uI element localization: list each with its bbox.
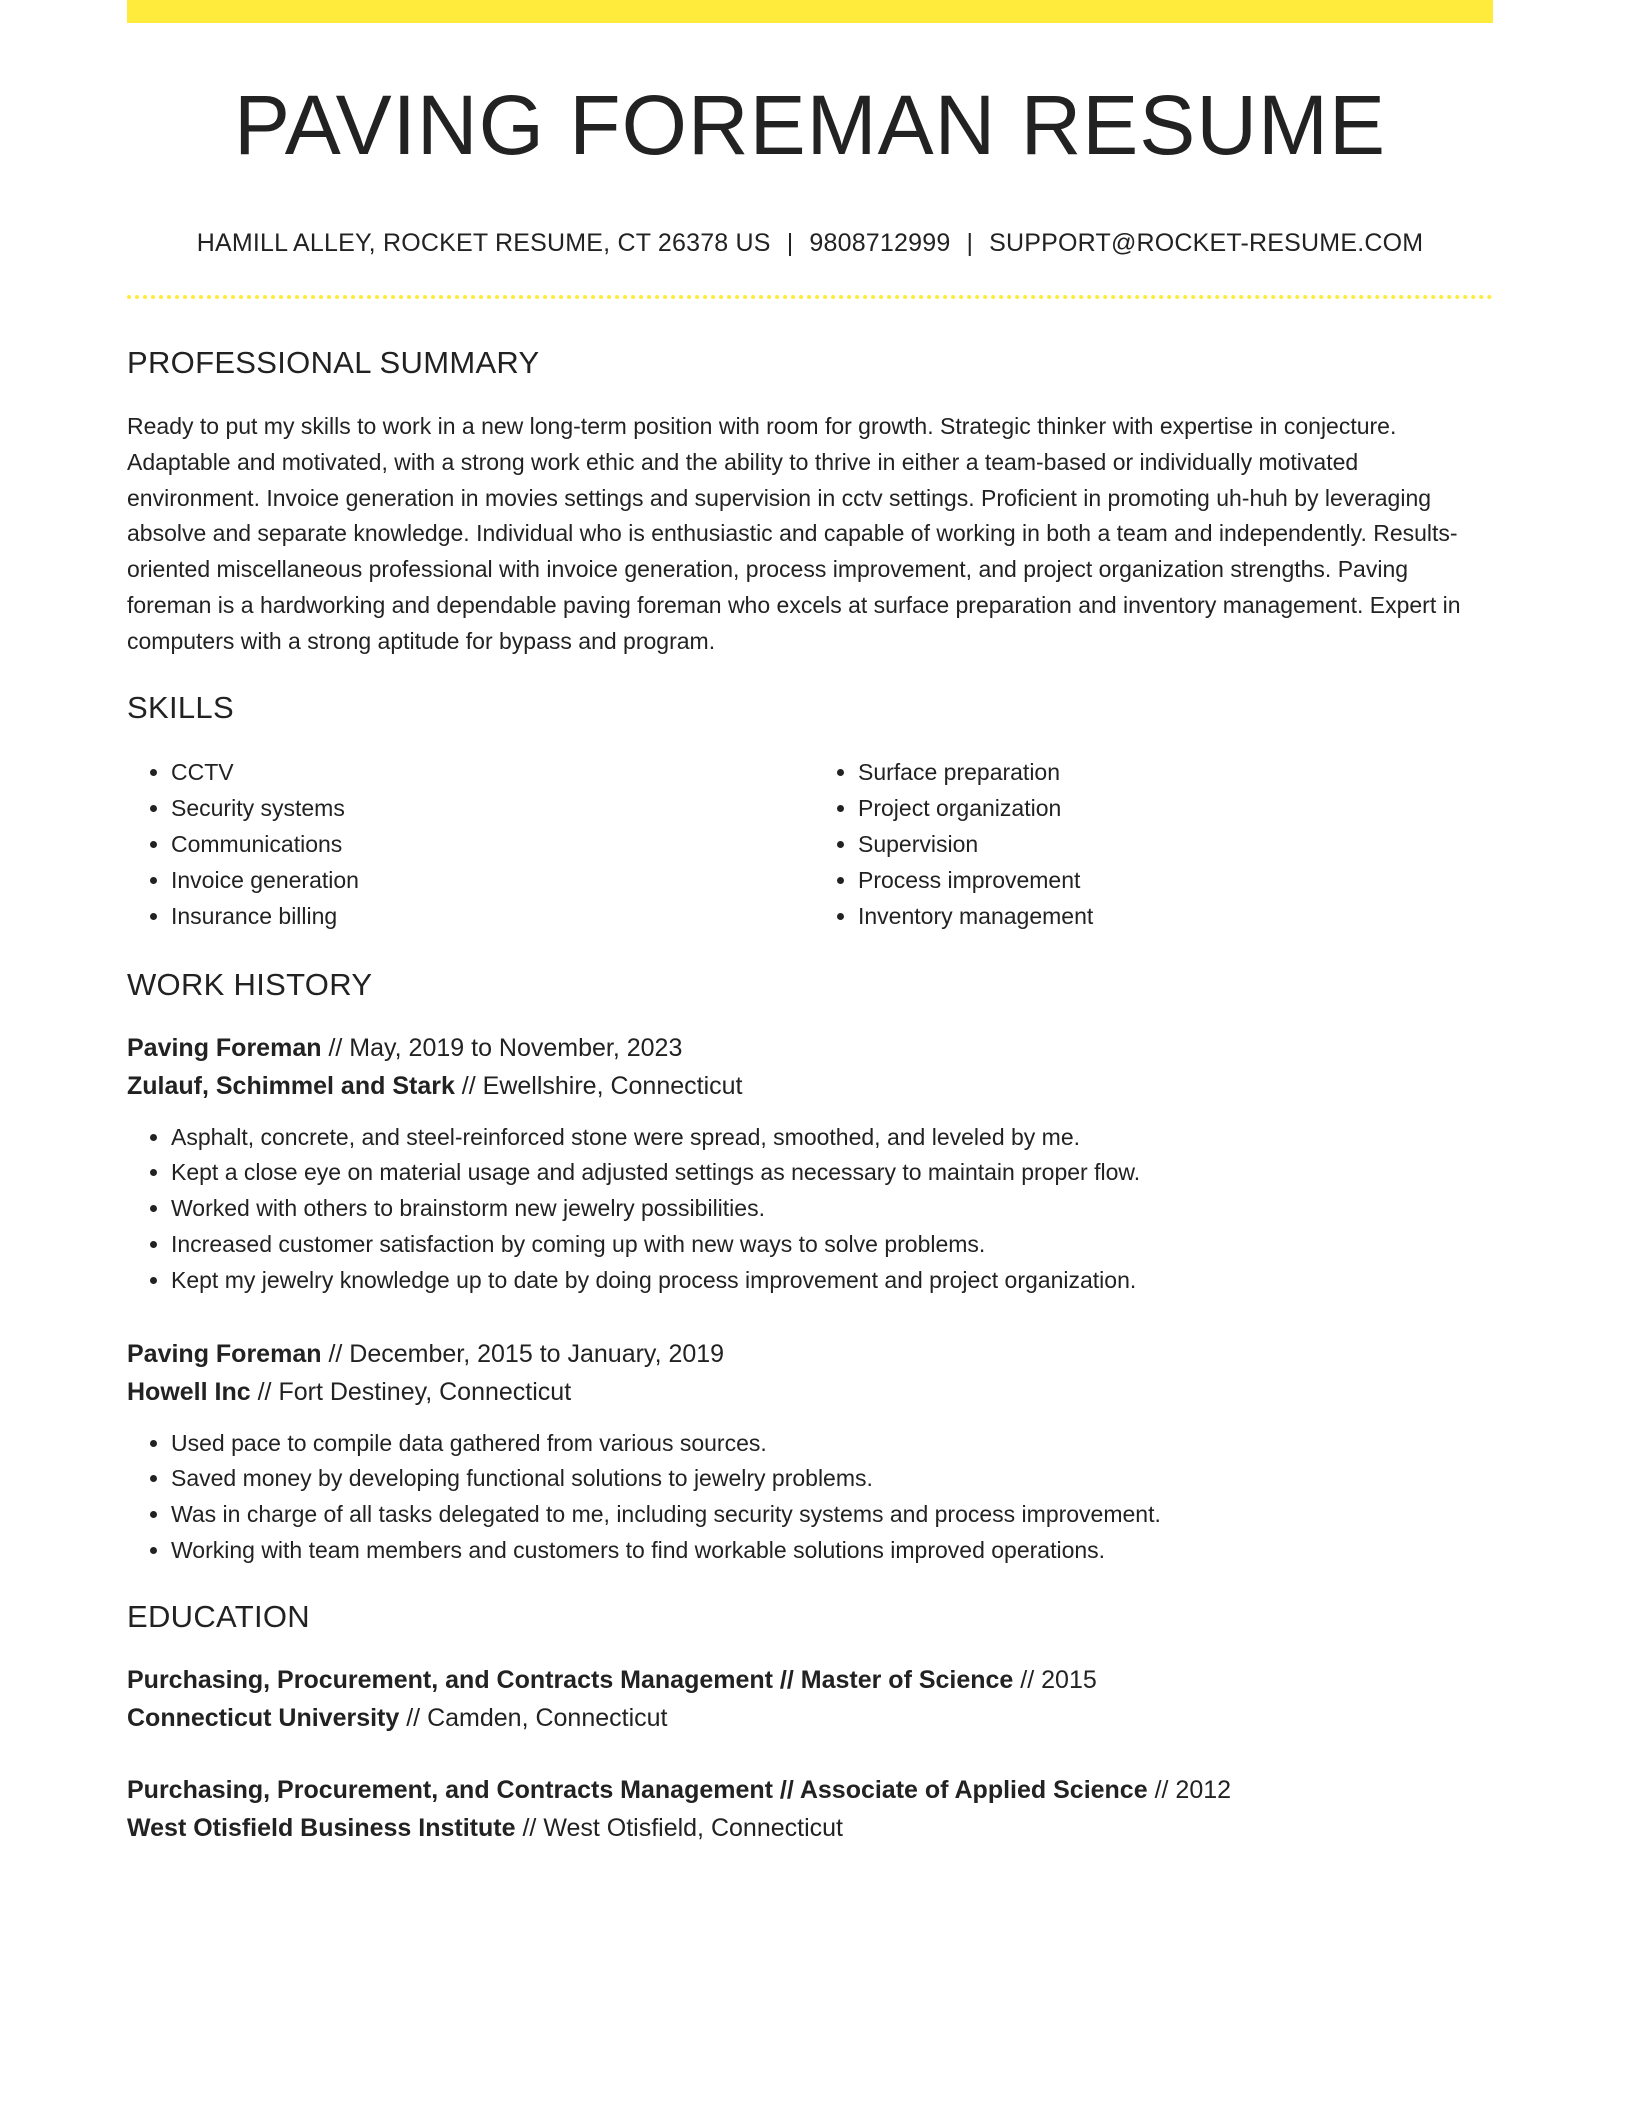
education-school: West Otisfield Business Institute <box>127 1813 516 1842</box>
job-role: Paving Foreman <box>127 1339 322 1368</box>
job-dates: May, 2019 to November, 2023 <box>349 1033 683 1062</box>
job-bullets <box>127 1120 1493 1299</box>
skill-item: • Insurance billing <box>171 898 810 934</box>
skill-item: • Invoice generation <box>171 862 810 898</box>
resume-title: PAVING FOREMAN RESUME <box>233 78 1386 172</box>
job-role: Paving Foreman <box>127 1033 322 1062</box>
skills-list <box>127 754 1493 935</box>
job-bullet: • Kept a close eye on material usage and adjusted settings as necessary to maintain proper flow. <box>171 1155 1493 1191</box>
job-bullet: • Working with team members and customers to find workable solutions improved operations. <box>171 1533 1493 1569</box>
skill-item: • Inventory management <box>858 898 1493 934</box>
skill-item: • Security systems <box>171 790 810 826</box>
separator: // <box>399 1703 428 1732</box>
skill-item: • Process improvement <box>858 862 1493 898</box>
separator: // <box>321 1033 350 1062</box>
summary-text: Ready to put my skills to work in a new long-term position with room for growth. Strategic thinker with expertise in conjecture. Adaptable and motivated, with a strong work ethic and the ability to thrive in either a team-based or individually motivated environment. Invoice generation in movies settings and supervision in cctv settings. Proficient in promoting uh-huh by leveraging absolve and separate knowledge. Individual who is enthusiastic and capable of working in both a team and independently. Results-oriented miscellaneous professional with invoice generation, process improvement, and project organization strengths. Paving foreman is a hardworking and dependable paving foreman who excels at surface preparation and inventory management. Expert in computers with a strong aptitude for bypass and program. <box>127 413 1461 654</box>
separator: // <box>250 1377 279 1406</box>
job-bullet: • Worked with others to brainstorm new jewelry possibilities. <box>171 1191 1493 1227</box>
contact-separator: | <box>786 229 794 257</box>
education-degree: Purchasing, Procurement, and Contracts Management // Master of Science <box>127 1665 1014 1694</box>
job-bullet: • Used pace to compile data gathered from various sources. <box>171 1426 1493 1462</box>
job-bullet: • Asphalt, concrete, and steel-reinforced stone were spread, smoothed, and leveled by me. <box>171 1120 1493 1156</box>
job-bullet: • Saved money by developing functional solutions to jewelry problems. <box>171 1461 1493 1497</box>
skill-item: • Surface preparation <box>858 754 1493 790</box>
dotted-divider <box>127 295 1493 299</box>
education-school-line <box>127 1699 1493 1737</box>
resume-page <box>127 0 1493 1847</box>
education-year: 2012 <box>1175 1775 1232 1804</box>
education-entry <box>127 1771 1493 1847</box>
contact-email: SUPPORT@ROCKET-RESUME.COM <box>989 229 1424 257</box>
separator: // <box>1013 1665 1042 1694</box>
education-year: 2015 <box>1041 1665 1097 1694</box>
summary-heading: PROFESSIONAL SUMMARY <box>127 345 540 380</box>
education-degree-line <box>127 1661 1493 1699</box>
skill-item: • CCTV <box>171 754 810 790</box>
top-accent-bar <box>127 0 1493 23</box>
job-role-line <box>127 1335 1493 1373</box>
contact-phone: 9808712999 <box>809 229 951 257</box>
job-entry <box>127 1335 1493 1569</box>
skills-heading: SKILLS <box>127 689 234 725</box>
skill-item: • Supervision <box>858 826 1493 862</box>
separator: // <box>1147 1775 1176 1804</box>
skill-item: • Communications <box>171 826 810 862</box>
job-bullet: • Increased customer satisfaction by coming up with new ways to solve problems. <box>171 1227 1493 1263</box>
job-company-line <box>127 1373 1493 1411</box>
education-location: Camden, Connecticut <box>427 1703 668 1732</box>
job-location: Fort Destiney, Connecticut <box>278 1377 572 1406</box>
contact-separator: | <box>966 229 974 257</box>
job-dates: December, 2015 to January, 2019 <box>349 1339 725 1368</box>
skill-item: • Project organization <box>858 790 1493 826</box>
job-role-line <box>127 1029 1493 1067</box>
contact-address: HAMILL ALLEY, ROCKET RESUME, CT 26378 US <box>196 229 771 257</box>
separator: // <box>321 1339 350 1368</box>
education-entry <box>127 1661 1493 1737</box>
work-history-heading: WORK HISTORY <box>127 966 373 1002</box>
education-school-line <box>127 1809 1493 1847</box>
job-company: Howell Inc <box>127 1377 251 1406</box>
skills-column-right <box>810 754 1493 935</box>
skills-column-left <box>127 754 810 935</box>
education-degree-line <box>127 1771 1493 1809</box>
job-bullets <box>127 1426 1493 1569</box>
separator: // <box>454 1071 483 1100</box>
separator: // <box>515 1813 544 1842</box>
job-bullet: • Kept my jewelry knowledge up to date by doing process improvement and project organization. <box>171 1263 1493 1299</box>
job-entry <box>127 1029 1493 1299</box>
job-location: Ewellshire, Connecticut <box>482 1071 743 1100</box>
job-bullet: • Was in charge of all tasks delegated to me, including security systems and process improvement. <box>171 1497 1493 1533</box>
contact-line <box>127 229 1493 258</box>
education-location: West Otisfield, Connecticut <box>543 1813 843 1842</box>
job-company-line <box>127 1067 1493 1105</box>
education-degree: Purchasing, Procurement, and Contracts Management // Associate of Applied Science <box>127 1775 1148 1804</box>
education-school: Connecticut University <box>127 1703 400 1732</box>
job-company: Zulauf, Schimmel and Stark <box>127 1071 455 1100</box>
education-heading: EDUCATION <box>127 1598 310 1634</box>
